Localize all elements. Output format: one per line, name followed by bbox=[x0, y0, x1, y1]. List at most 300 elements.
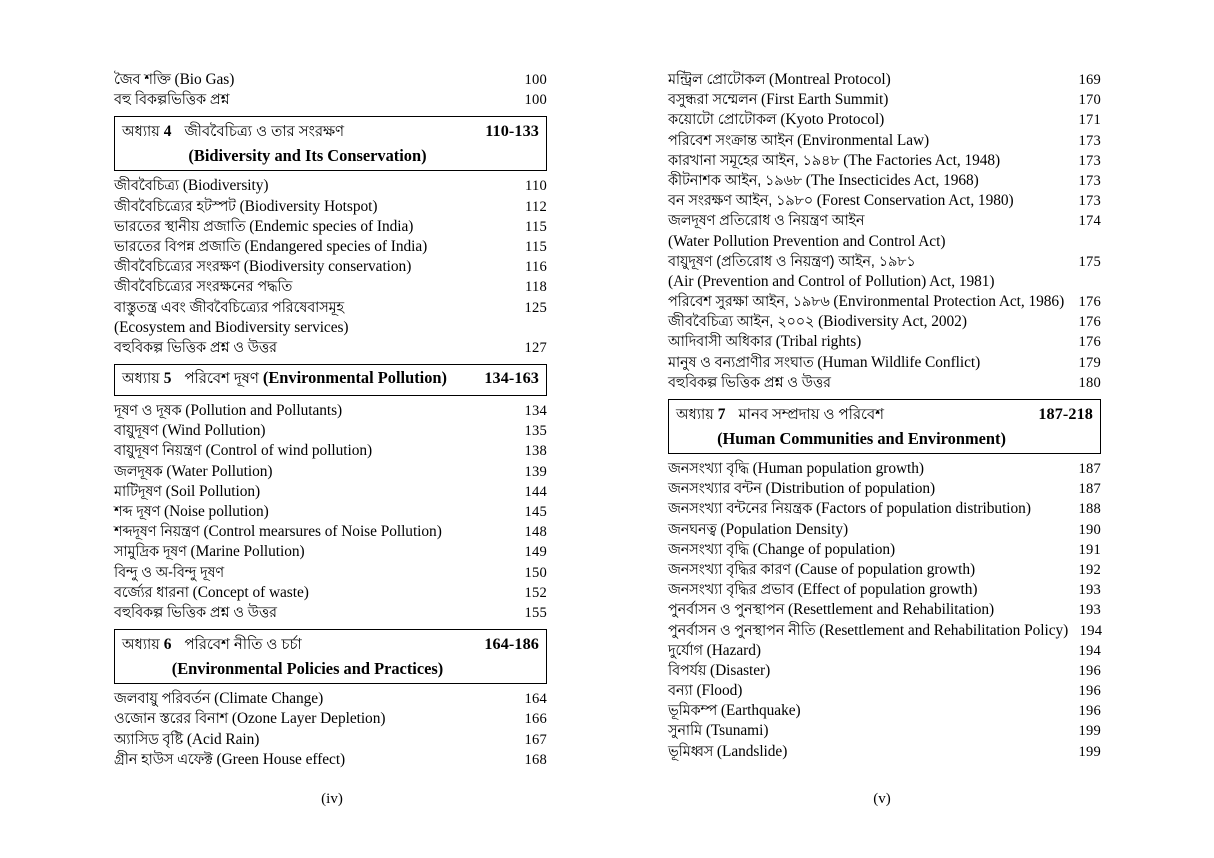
toc-entry-title bbox=[114, 318, 513, 338]
toc-entry-title-english: (Kyoto Protocol) bbox=[776, 111, 885, 129]
toc-entry-title-bengali: গ্রীন হাউস এফেক্ট bbox=[114, 751, 213, 768]
toc-row[interactable] bbox=[668, 479, 1101, 499]
toc-entry-title-bengali: জনসংখ্যা বৃদ্ধির প্রভাব bbox=[668, 582, 794, 599]
chapter-page-range: 134-163 bbox=[484, 369, 539, 388]
toc-entry-title-english: (The Factories Act, 1948) bbox=[839, 151, 1001, 169]
toc-entry-title bbox=[668, 499, 1067, 519]
toc-entry-page-number: 171 bbox=[1078, 112, 1101, 129]
toc-entry-page-number: 188 bbox=[1078, 501, 1101, 518]
toc-entry-title-bengali: বহুবিকল্প ভিত্তিক প্রশ্ন ও উত্তর bbox=[668, 374, 831, 391]
toc-entry-title-bengali: জীববৈচিত্র্যের সংরক্ষনের পদ্ধতি bbox=[114, 279, 293, 296]
toc-row[interactable] bbox=[114, 277, 547, 297]
chapter-label bbox=[122, 634, 171, 658]
toc-entry-page-number: 176 bbox=[1078, 334, 1101, 351]
toc-entry-title-english: (Water Pollution) bbox=[162, 462, 273, 480]
toc-entry-title-bengali: শব্দদূষণ নিয়ন্ত্রণ bbox=[114, 524, 200, 541]
toc-entry-title-english: (Cause of population growth) bbox=[791, 560, 976, 578]
chapter-title-bengali: জীববৈচিত্র্য ও তার সংরক্ষণ bbox=[184, 124, 344, 141]
toc-entry-title bbox=[114, 338, 513, 358]
toc-entry-title bbox=[668, 641, 1067, 661]
toc-row[interactable] bbox=[668, 520, 1101, 540]
toc-entry-title bbox=[114, 482, 513, 502]
toc-entry-title bbox=[114, 689, 513, 709]
toc-row[interactable] bbox=[668, 171, 1101, 191]
toc-entry-title-english: (Environmental Protection Act, 1986) bbox=[829, 293, 1065, 311]
toc-entry-title bbox=[668, 312, 1067, 332]
toc-entry-title bbox=[668, 600, 1067, 620]
toc-entry-title-english: (Soil Pollution) bbox=[161, 482, 261, 500]
toc-entry-title-bengali: বায়ুদূষণ bbox=[114, 423, 159, 440]
toc-entry-page-number: 194 bbox=[1078, 642, 1101, 659]
toc-entry-title-english: (Landslide) bbox=[713, 742, 788, 760]
toc-entry-title-bengali: বায়ুদূষণ (প্রতিরোধ ও নিয়ন্ত্রণ) আইন, ১৯৮১ bbox=[668, 253, 916, 270]
toc-entry-title-english: (Resettlement and Rehabilitation) bbox=[784, 601, 995, 619]
toc-entry-page-number: 138 bbox=[524, 443, 547, 460]
toc-entry-page-number: 193 bbox=[1078, 582, 1101, 599]
toc-entry-title bbox=[114, 709, 513, 729]
toc-row[interactable] bbox=[668, 373, 1101, 393]
toc-entry-title bbox=[114, 90, 513, 110]
toc-row[interactable] bbox=[668, 312, 1101, 332]
toc-entry-title-english: (Human population growth) bbox=[748, 460, 924, 477]
chapter-title-english: (Bidiversity and Its Conservation) bbox=[188, 146, 427, 166]
toc-row[interactable] bbox=[668, 110, 1101, 130]
toc-column-right bbox=[668, 70, 1101, 762]
chapter-number: 7 bbox=[713, 406, 726, 423]
chapter-number: 5 bbox=[159, 370, 172, 388]
toc-entry-title-english: (Bio Gas) bbox=[170, 71, 235, 88]
toc-entry-title-english: (Environmental Law) bbox=[793, 131, 930, 149]
toc-row[interactable] bbox=[114, 502, 547, 522]
toc-row[interactable] bbox=[114, 563, 547, 583]
toc-entry-title bbox=[114, 522, 513, 542]
toc-entry-title-english: (Factors of population distribution) bbox=[812, 500, 1031, 518]
toc-entry-page-number: 115 bbox=[525, 238, 547, 255]
toc-row[interactable] bbox=[114, 482, 547, 502]
toc-row[interactable] bbox=[114, 237, 547, 257]
chapter-number: 4 bbox=[159, 123, 172, 141]
toc-entry-page-number: 196 bbox=[1078, 662, 1101, 679]
toc-entry-title bbox=[114, 563, 513, 583]
chapter-label-bengali: অধ্যায় bbox=[122, 637, 160, 654]
toc-entry-page-number: 191 bbox=[1078, 541, 1101, 558]
toc-entry-title-english: (Noise pollution) bbox=[160, 503, 269, 520]
toc-entry-title bbox=[668, 70, 1067, 90]
toc-entry-title bbox=[668, 661, 1067, 681]
chapter-title-bengali: পরিবেশ নীতি ও চর্চা bbox=[184, 637, 302, 654]
toc-entry-title-english: (Green House effect) bbox=[212, 750, 346, 768]
toc-entry-page-number: 149 bbox=[524, 544, 547, 561]
toc-entry-title-english: (Marine Pollution) bbox=[186, 543, 305, 561]
toc-entry-page-number: 175 bbox=[1078, 253, 1101, 270]
toc-row[interactable] bbox=[668, 70, 1101, 90]
toc-entry-title-bengali: জীববৈচিত্র্য আইন, ২০০২ bbox=[668, 314, 815, 331]
toc-entry-title-bengali: জীববৈচিত্র্যের হটস্পট bbox=[114, 198, 236, 215]
toc-row[interactable] bbox=[668, 459, 1101, 479]
toc-entry-page-number: 145 bbox=[524, 504, 547, 520]
toc-entry-page-number: 164 bbox=[524, 691, 547, 708]
toc-entry-page-number: 100 bbox=[524, 72, 547, 88]
toc-entry-title bbox=[114, 441, 513, 461]
toc-entry-page-number: 173 bbox=[1078, 152, 1101, 169]
toc-entry-page-number: 155 bbox=[524, 604, 547, 621]
toc-entry-title bbox=[114, 542, 513, 562]
toc-entry-title-bengali: বন সংরক্ষণ আইন, ১৯৮০ bbox=[668, 193, 813, 210]
toc-row[interactable] bbox=[114, 441, 547, 461]
toc-entry-title-bengali: কয়োটো প্রোটোকল bbox=[668, 112, 777, 129]
toc-row[interactable] bbox=[668, 641, 1101, 661]
toc-entry-page-number: 135 bbox=[524, 423, 547, 440]
toc-row[interactable] bbox=[668, 252, 1101, 272]
toc-entry-title-english: (Tribal rights) bbox=[771, 333, 862, 351]
toc-entry-title-bengali: জনসংখ্যা বৃদ্ধির কারণ bbox=[668, 561, 792, 578]
chapter-page-range: 187-218 bbox=[1038, 405, 1093, 423]
toc-entry-page-number: 193 bbox=[1078, 602, 1101, 619]
toc-entry-title-english: (Tsunami) bbox=[702, 722, 769, 740]
toc-row[interactable] bbox=[114, 176, 547, 196]
toc-entry-title-english: (Forest Conservation Act, 1980) bbox=[813, 192, 1014, 210]
toc-row[interactable] bbox=[114, 197, 547, 217]
toc-entry-title bbox=[114, 750, 513, 770]
toc-entry-title bbox=[668, 211, 1067, 231]
toc-entry-title bbox=[668, 131, 1067, 151]
toc-entry-title-bengali: বহু বিকল্পভিত্তিক প্রশ্ন bbox=[114, 92, 230, 109]
toc-entry-page-number: 115 bbox=[525, 218, 547, 235]
toc-entry-page-number: 176 bbox=[1078, 314, 1101, 331]
toc-entry-title bbox=[114, 257, 513, 277]
toc-row[interactable] bbox=[668, 353, 1101, 373]
toc-row[interactable] bbox=[114, 298, 547, 318]
toc-row[interactable] bbox=[114, 750, 547, 770]
toc-entry-title bbox=[114, 197, 513, 217]
toc-entry-page-number: 199 bbox=[1078, 743, 1101, 760]
toc-entry-page-number: 196 bbox=[1078, 703, 1101, 720]
toc-entry-page-number: 167 bbox=[524, 731, 547, 748]
toc-entry-title-bengali: সুনামি bbox=[668, 723, 703, 740]
toc-row[interactable] bbox=[114, 603, 547, 623]
toc-entry-title-bengali: বর্জ্যের ধারনা bbox=[114, 584, 189, 601]
toc-row[interactable] bbox=[114, 542, 547, 562]
chapter-heading-line-primary bbox=[122, 120, 539, 145]
toc-entry-page-number: 192 bbox=[1078, 561, 1101, 578]
toc-row[interactable] bbox=[114, 338, 547, 358]
toc-row[interactable] bbox=[668, 701, 1101, 721]
toc-row[interactable] bbox=[668, 621, 1101, 641]
toc-entry-title-bengali: বন্যা bbox=[668, 683, 693, 700]
toc-row[interactable] bbox=[114, 217, 547, 237]
toc-row[interactable] bbox=[114, 421, 547, 441]
toc-entry-title-bengali: কীটনাশক আইন, ১৯৬৮ bbox=[668, 172, 802, 189]
toc-entry-title-bengali: অ্যাসিড বৃষ্টি bbox=[114, 731, 184, 748]
toc-entry-title-english: (Earthquake) bbox=[717, 702, 801, 720]
toc-row[interactable] bbox=[668, 191, 1101, 211]
toc-entry-title-english: (The Insecticides Act, 1968) bbox=[801, 171, 979, 189]
toc-entry-page-number: 116 bbox=[525, 259, 547, 276]
toc-entry-title-bengali: বসুন্ধরা সম্মেলন bbox=[668, 92, 758, 109]
toc-entry-title bbox=[668, 110, 1067, 130]
toc-entry-title bbox=[668, 540, 1067, 560]
toc-entry-page-number: 118 bbox=[525, 279, 547, 296]
toc-entry-title-bengali: জনসংখ্যা বন্টনের নিয়ন্ত্রক bbox=[668, 501, 813, 518]
toc-entry-title-bengali: জনসংখ্যা বৃদ্ধি bbox=[668, 541, 749, 558]
toc-row[interactable] bbox=[114, 709, 547, 729]
toc-entry-title-bengali: শব্দ দূষণ bbox=[114, 504, 161, 520]
toc-entry-title-bengali: ওজোন স্তরের বিনাশ bbox=[114, 711, 229, 728]
toc-entry-title bbox=[668, 151, 1067, 171]
toc-entry-title-english: (Ozone Layer Depletion) bbox=[228, 710, 386, 728]
toc-entry-title bbox=[668, 621, 1068, 641]
toc-entry-title bbox=[114, 401, 513, 421]
toc-entry-title-english: (Air (Prevention and Control of Pollution) Act, 1981) bbox=[668, 272, 995, 290]
toc-entry-title bbox=[114, 603, 513, 623]
toc-row[interactable] bbox=[668, 211, 1101, 231]
toc-entry-page-number: 166 bbox=[524, 711, 547, 728]
toc-entry-page-number: 176 bbox=[1078, 294, 1101, 311]
toc-entry-title-bengali: পুনর্বাসন ও পুনস্থাপন bbox=[668, 602, 785, 619]
chapter-heading-box[interactable] bbox=[114, 629, 547, 684]
toc-entry-title bbox=[114, 730, 513, 750]
toc-entry-title bbox=[114, 583, 513, 603]
toc-entry-title-english: (Climate Change) bbox=[210, 690, 324, 708]
toc-row[interactable] bbox=[114, 462, 547, 482]
folio-left: (iv) bbox=[321, 791, 343, 807]
toc-entry-page-number: 179 bbox=[1078, 354, 1101, 371]
toc-entry-title-bengali: ভারতের বিপন্ন প্রজাতি bbox=[114, 238, 241, 255]
toc-entry-title-english: (Population Density) bbox=[716, 520, 849, 538]
toc-row[interactable] bbox=[114, 257, 547, 277]
toc-entry-title bbox=[114, 462, 513, 482]
chapter-title-bengali: মানব সম্প্রদায় ও পরিবেশ bbox=[738, 407, 884, 423]
chapter-label-bengali: অধ্যায় bbox=[122, 371, 160, 388]
toc-entry-page-number: 190 bbox=[1078, 521, 1101, 538]
toc-entry-title bbox=[668, 520, 1067, 540]
toc-entry-title-english: (Change of population) bbox=[748, 540, 896, 558]
toc-entry-title-english: (Biodiversity conservation) bbox=[239, 258, 412, 276]
toc-entry-title bbox=[114, 237, 513, 257]
toc-entry-page-number: 194 bbox=[1079, 622, 1103, 639]
chapter-number: 6 bbox=[159, 636, 172, 654]
toc-entry-title-english: (Control of wind pollution) bbox=[201, 442, 373, 460]
toc-entry-title bbox=[668, 292, 1067, 312]
chapter-heading-box[interactable] bbox=[668, 399, 1101, 454]
toc-entry-title-bengali: বহুবিকল্প ভিত্তিক প্রশ্ন ও উত্তর bbox=[114, 339, 277, 356]
toc-row[interactable] bbox=[668, 661, 1101, 681]
toc-entry-title bbox=[668, 701, 1067, 721]
chapter-label bbox=[122, 121, 171, 145]
chapter-label-bengali: অধ্যায় bbox=[122, 124, 160, 141]
chapter-heading-line-primary bbox=[676, 403, 1093, 428]
toc-column-left bbox=[114, 70, 547, 770]
toc-entry-title bbox=[668, 232, 1067, 252]
toc-entry-page-number: 173 bbox=[1078, 132, 1101, 149]
toc-entry-page-number: 180 bbox=[1078, 374, 1101, 391]
chapter-label-bengali: অধ্যায় bbox=[676, 407, 714, 423]
toc-entry-title-english: (Pollution and Pollutants) bbox=[181, 402, 343, 420]
toc-entry-title-bengali: দুর্যোগ bbox=[668, 642, 703, 659]
toc-entry-title-english: (Hazard) bbox=[702, 641, 761, 659]
toc-entry-title bbox=[668, 681, 1067, 701]
toc-entry-title-english: (First Earth Summit) bbox=[757, 91, 889, 109]
chapter-label bbox=[122, 368, 171, 392]
toc-row[interactable] bbox=[668, 681, 1101, 701]
toc-row[interactable] bbox=[668, 742, 1101, 762]
toc-entry-title-english: (Biodiversity Act, 2002) bbox=[814, 313, 967, 331]
toc-entry-page-number: 196 bbox=[1078, 683, 1101, 700]
toc-entry-title-bengali: জলবায়ু পরিবর্তন bbox=[114, 691, 211, 708]
toc-row[interactable] bbox=[114, 522, 547, 542]
toc-entry-title-english: (Endangered species of India) bbox=[240, 237, 428, 255]
toc-entry-page-number: 169 bbox=[1078, 72, 1101, 88]
toc-row[interactable] bbox=[668, 560, 1101, 580]
toc-row-continuation[interactable] bbox=[668, 272, 1101, 292]
toc-row[interactable] bbox=[114, 90, 547, 110]
toc-row-continuation[interactable] bbox=[114, 318, 547, 338]
toc-entry-title-bengali: পুনর্বাসন ও পুনস্থাপন নীতি bbox=[668, 622, 816, 639]
toc-entry-title bbox=[114, 176, 513, 196]
toc-entry-title-english: (Control mearsures of Noise Pollution) bbox=[199, 523, 442, 541]
toc-entry-page-number: 112 bbox=[525, 198, 547, 215]
toc-entry-title bbox=[114, 502, 513, 522]
toc-entry-title bbox=[668, 272, 1067, 292]
toc-entry-title-bengali: জীববৈচিত্র্য bbox=[114, 178, 180, 195]
toc-entry-title-english: (Biodiversity Hotspot) bbox=[235, 197, 378, 215]
toc-row-continuation[interactable] bbox=[668, 232, 1101, 252]
toc-entry-page-number: 173 bbox=[1078, 193, 1101, 210]
toc-entry-title-bengali: পরিবেশ সংক্রান্ত আইন bbox=[668, 132, 794, 149]
toc-row[interactable] bbox=[668, 151, 1101, 171]
toc-entry-title-bengali: ভারতের স্থানীয় প্রজাতি bbox=[114, 218, 246, 235]
toc-row[interactable] bbox=[668, 332, 1101, 352]
toc-row[interactable] bbox=[114, 583, 547, 603]
toc-row[interactable] bbox=[114, 70, 547, 90]
chapter-heading-line-primary bbox=[122, 367, 539, 392]
chapter-label bbox=[676, 404, 725, 428]
toc-entry-title-english: (Montreal Protocol) bbox=[765, 71, 891, 88]
toc-entry-title-bengali: বিন্দু ও অ-বিন্দু দূষণ bbox=[114, 564, 225, 581]
toc-row[interactable] bbox=[668, 540, 1101, 560]
toc-entry-title-bengali: আদিবাসী অধিকার bbox=[668, 334, 772, 351]
toc-entry-title-english: (Concept of waste) bbox=[188, 583, 309, 601]
toc-entry-page-number: 174 bbox=[1078, 213, 1101, 230]
toc-entry-title-bengali: জৈব শক্তি bbox=[114, 72, 171, 88]
toc-row[interactable] bbox=[668, 721, 1101, 741]
toc-entry-title-bengali: মন্ট্রিল প্রোটোকল bbox=[668, 72, 766, 88]
toc-row[interactable] bbox=[114, 689, 547, 709]
toc-entry-page-number: 100 bbox=[524, 92, 547, 109]
toc-entry-title bbox=[114, 70, 513, 90]
toc-entry-page-number: 110 bbox=[525, 178, 547, 195]
toc-entry-title-bengali: জলদূষণ প্রতিরোধ ও নিয়ন্ত্রণ আইন bbox=[668, 213, 865, 230]
toc-entry-title-bengali: জনসংখ্যার বন্টন bbox=[668, 481, 762, 498]
toc-row[interactable] bbox=[114, 401, 547, 421]
chapter-page-range: 110-133 bbox=[485, 122, 539, 141]
toc-entry-title-bengali: মাটিদূষণ bbox=[114, 483, 162, 500]
chapter-title-english: (Environmental Pollution) bbox=[258, 368, 447, 388]
toc-entry-title-bengali: সামুদ্রিক দূষণ bbox=[114, 544, 187, 561]
toc-row[interactable] bbox=[668, 600, 1101, 620]
toc-entry-title bbox=[668, 479, 1067, 499]
toc-entry-title-english: (Effect of population growth) bbox=[793, 581, 978, 599]
toc-entry-title bbox=[668, 90, 1067, 110]
toc-entry-title-bengali: বায়ুদূষণ নিয়ন্ত্রণ bbox=[114, 443, 202, 460]
toc-entry-page-number: 144 bbox=[524, 483, 547, 500]
toc-entry-title bbox=[668, 171, 1067, 191]
toc-entry-page-number: 187 bbox=[1078, 481, 1101, 498]
toc-entry-title-english: (Distribution of population) bbox=[761, 480, 936, 498]
toc-entry-page-number: 134 bbox=[524, 403, 547, 420]
chapter-heading-box[interactable] bbox=[114, 116, 547, 171]
toc-entry-page-number: 199 bbox=[1078, 723, 1101, 740]
toc-entry-page-number: 125 bbox=[524, 299, 547, 316]
toc-entry-title-bengali: কারখানা সমূহের আইন, ১৯৪৮ bbox=[668, 152, 840, 169]
toc-entry-title-english: (Water Pollution Prevention and Control Act) bbox=[668, 232, 946, 250]
toc-entry-title bbox=[668, 580, 1067, 600]
toc-row[interactable] bbox=[668, 90, 1101, 110]
toc-entry-title-bengali: দূষণ ও দূষক bbox=[114, 403, 182, 420]
toc-row[interactable] bbox=[668, 499, 1101, 519]
toc-entry-title bbox=[114, 298, 513, 318]
toc-row[interactable] bbox=[668, 131, 1101, 151]
toc-entry-title bbox=[668, 560, 1067, 580]
toc-entry-title bbox=[668, 742, 1067, 762]
toc-entry-title bbox=[668, 721, 1067, 741]
toc-entry-page-number: 170 bbox=[1078, 92, 1101, 109]
chapter-title-english: (Environmental Policies and Practices) bbox=[171, 659, 444, 679]
toc-entry-title-bengali: ভূমিধ্বস bbox=[668, 743, 714, 760]
chapter-heading-box[interactable] bbox=[114, 364, 547, 396]
chapter-heading-line-primary bbox=[122, 633, 539, 658]
toc-entry-title-bengali: জলদূষক bbox=[114, 463, 163, 480]
toc-entry-title bbox=[668, 252, 1067, 272]
toc-entry-title-bengali: জনঘনত্ব bbox=[668, 521, 717, 538]
toc-entry-title-bengali: বহুবিকল্প ভিত্তিক প্রশ্ন ও উত্তর bbox=[114, 604, 277, 621]
toc-entry-title bbox=[668, 373, 1067, 393]
toc-entry-title-english: (Acid Rain) bbox=[183, 730, 260, 748]
toc-entry-page-number: 139 bbox=[524, 463, 547, 480]
folio-right: (v) bbox=[873, 791, 891, 807]
toc-entry-title bbox=[668, 459, 1067, 479]
toc-entry-title-english: (Resettlement and Rehabilitation Policy) bbox=[815, 621, 1069, 639]
toc-entry-title-english: (Wind Pollution) bbox=[158, 422, 266, 440]
toc-row[interactable] bbox=[668, 292, 1101, 312]
toc-row[interactable] bbox=[114, 730, 547, 750]
toc-entry-title-english: (Ecosystem and Biodiversity services) bbox=[114, 318, 349, 336]
toc-entry-page-number: 168 bbox=[524, 751, 547, 768]
toc-entry-title bbox=[668, 332, 1067, 352]
toc-entry-title-bengali: বাস্তুতন্ত্র এবং জীববৈচিত্র্যের পরিষেবাসমূহ bbox=[114, 299, 344, 316]
toc-entry-title-english: (Biodiversity) bbox=[179, 177, 269, 195]
toc-entry-title bbox=[668, 353, 1067, 373]
toc-entry-page-number: 127 bbox=[524, 339, 547, 356]
toc-row[interactable] bbox=[668, 580, 1101, 600]
toc-entry-title bbox=[114, 217, 513, 237]
toc-entry-title-english: (Human Wildlife Conflict) bbox=[813, 353, 981, 371]
toc-entry-page-number: 148 bbox=[524, 524, 547, 541]
chapter-title-english: (Human Communities and Environment) bbox=[717, 429, 1006, 448]
chapter-title-bengali: পরিবেশ দূষণ (Environmental Pollution) bbox=[184, 368, 447, 388]
toc-entry-title-bengali: জীববৈচিত্র্যের সংরক্ষণ bbox=[114, 259, 240, 276]
toc-entry-title-bengali: পরিবেশ সুরক্ষা আইন, ১৯৮৬ bbox=[668, 294, 830, 311]
toc-entry-page-number: 152 bbox=[524, 584, 547, 601]
toc-entry-title-english: (Flood) bbox=[692, 682, 743, 700]
toc-entry-page-number: 150 bbox=[524, 564, 547, 581]
toc-entry-title bbox=[114, 277, 513, 297]
toc-entry-title-bengali: মানুষ ও বন্যপ্রাণীর সংঘাত bbox=[668, 354, 814, 371]
toc-entry-title bbox=[668, 191, 1067, 211]
toc-entry-title-bengali: ভূমিকম্প bbox=[668, 703, 718, 720]
toc-entry-title-english: (Disaster) bbox=[706, 661, 771, 679]
toc-entry-page-number: 187 bbox=[1078, 461, 1101, 477]
